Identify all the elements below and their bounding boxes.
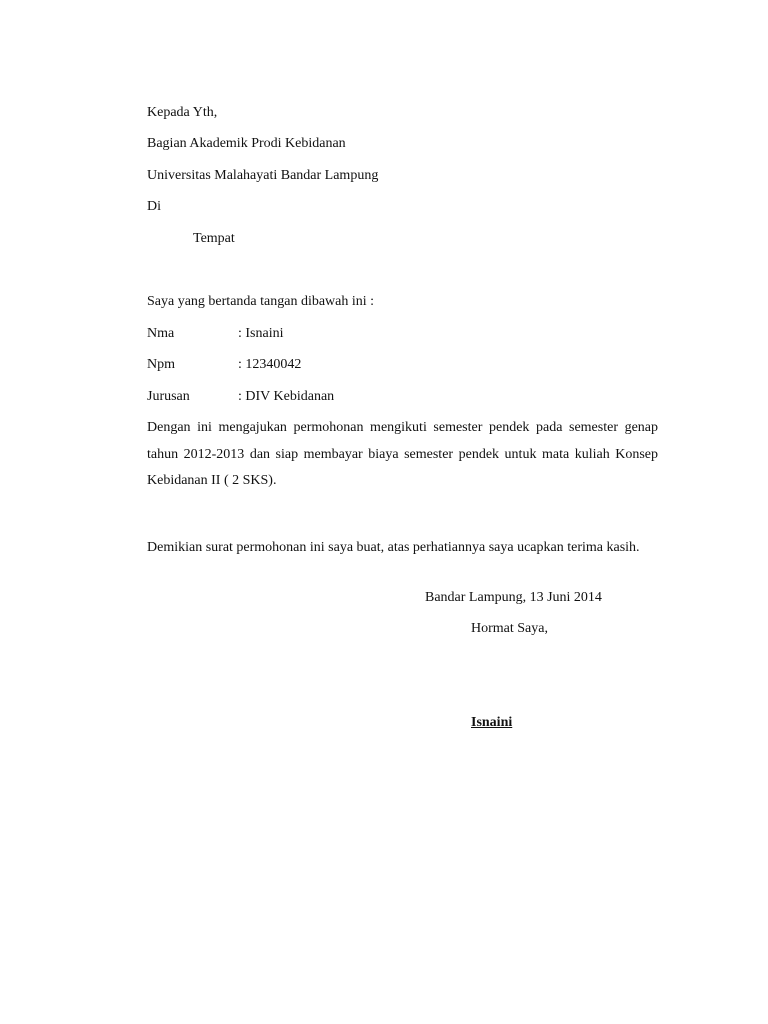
intro-statement: Saya yang bertanda tangan dibawah ini : xyxy=(147,294,375,309)
field-label: Npm xyxy=(147,357,175,372)
greeting: Kepada Yth, xyxy=(147,105,218,120)
field-value: : DIV Kebidanan xyxy=(238,389,335,404)
recipient-department: Bagian Akademik Prodi Kebidanan xyxy=(147,136,346,151)
recipient-university: Universitas Malahayati Bandar Lampung xyxy=(147,168,379,183)
field-label: Jurusan xyxy=(147,389,190,404)
field-value: : Isnaini xyxy=(238,326,284,341)
recipient-tempat: Tempat xyxy=(193,231,235,246)
field-value: : 12340042 xyxy=(238,357,302,372)
body-paragraph: Dengan ini mengajukan permohonan mengikuti semester pendek pada semester genap tahun 2012-2013 dan siap membayar biaya semester pendek untuk mata kuliah Konsep Kebidanan II ( 2 SKS). xyxy=(147,420,658,488)
field-label: Nma xyxy=(147,326,175,341)
regards: Hormat Saya, xyxy=(471,621,548,636)
signatory-name: Isnaini xyxy=(471,715,513,730)
recipient-di: Di xyxy=(147,199,161,214)
place-date: Bandar Lampung, 13 Juni 2014 xyxy=(425,590,602,605)
closing-paragraph: Demikian surat permohonan ini saya buat, atas perhatiannya saya ucapkan terima kasih. xyxy=(147,540,640,555)
